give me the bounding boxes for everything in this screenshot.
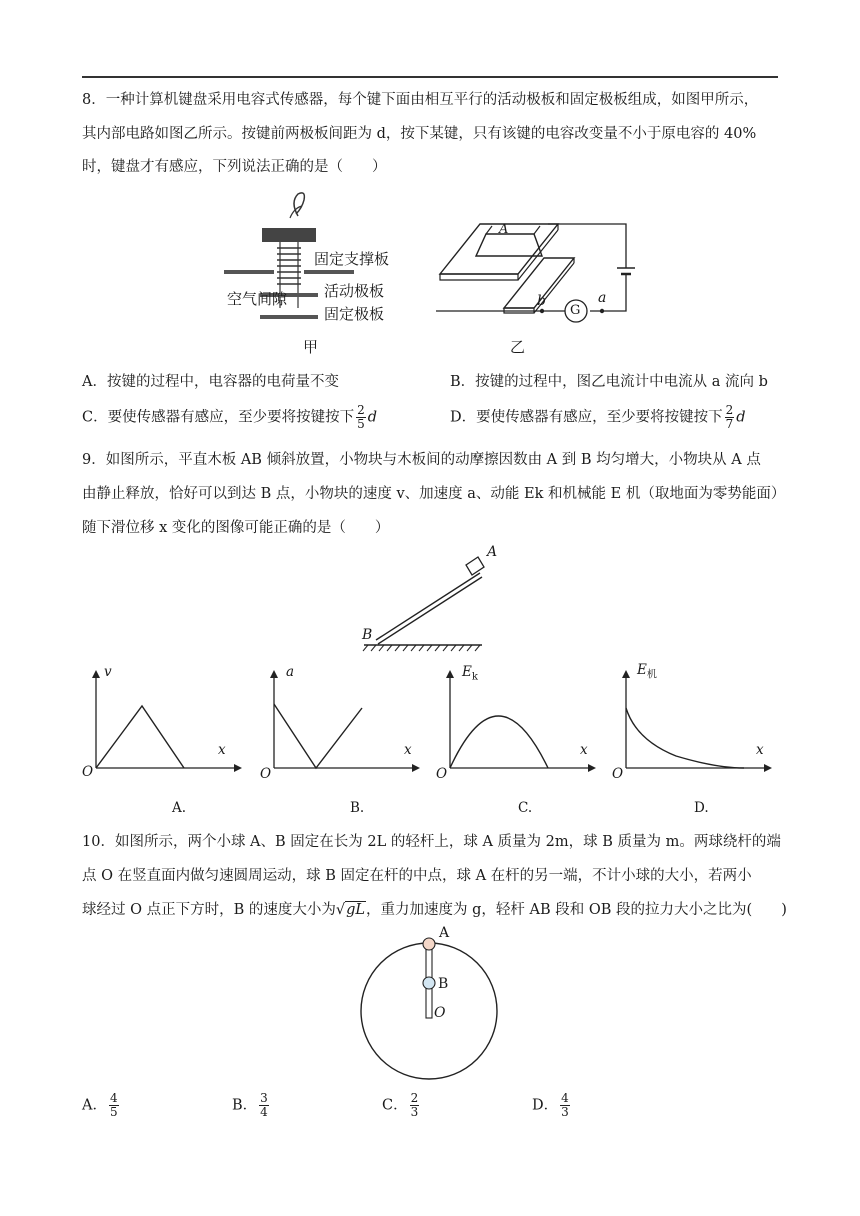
graph-b-origin: O <box>260 766 272 782</box>
graph-a-xlabel: x <box>218 742 226 758</box>
top-divider <box>82 76 778 78</box>
q10-stem-line2: 点 O 在竖直面内做匀速圆周运动，球 B 固定在杆的中点，球 A 在杆的另一端，不计小球的大小，若两小 <box>82 868 752 884</box>
galvanometer-G: G <box>570 303 581 318</box>
graph-d-ylabel: $E_机$ <box>637 662 657 681</box>
label-air-gap: 空气间隙 <box>227 290 288 308</box>
q8-option-a: A．按键的过程中，电容器的电荷量不变 <box>82 374 339 390</box>
q8-figure-yi <box>430 200 640 330</box>
graph-c-ylabel: $E_k$ <box>462 664 478 683</box>
q10-option-a: A． $\frac{4}{5}$ <box>82 1091 118 1119</box>
graph-b-ylabel: a <box>286 664 295 680</box>
rod-label-O: O <box>434 1005 446 1021</box>
graph-c-caption: C. <box>518 800 533 816</box>
graph-b-caption: B. <box>350 800 365 816</box>
label-node-b: b <box>537 293 546 309</box>
label-moving-plate: 活动极板 <box>324 282 385 300</box>
rod-label-B: B <box>438 976 449 992</box>
incline-label-B: B <box>362 627 373 643</box>
caption-jia: 甲 <box>303 338 319 356</box>
graph-c-origin: O <box>436 766 448 782</box>
q10-stem-line3: 球经过 O 点正下方时，B 的速度大小为√gL，重力加速度为 g，轻杆 AB 段和 OB 段的拉力大小之比为( ) <box>82 902 787 918</box>
caption-yi: 乙 <box>510 338 526 356</box>
graph-d-caption: D. <box>694 800 709 816</box>
graph-c-kinetic-energy <box>440 668 600 778</box>
graph-c-xlabel: x <box>580 742 588 758</box>
graph-b-acceleration <box>264 668 424 778</box>
graph-d-origin: O <box>612 766 624 782</box>
q9-stem-line1: 9．如图所示，平直木板 AB 倾斜放置，小物块与木板间的动摩擦因数由 A 到 B 均匀增大，小物块从 A 点 <box>82 452 761 468</box>
label-fixed-plate: 固定极板 <box>324 305 385 323</box>
q8-stem-line2: 其内部电路如图乙所示。按键前两极板间距为 d，按下某键，只有该键的电容改变量不小于原电容的 40% <box>82 126 757 142</box>
graph-a-velocity <box>86 668 246 778</box>
q10-stem-line1: 10．如图所示，两个小球 A、B 固定在长为 2L 的轻杆上，球 A 质量为 2m，球 B 质量为 m。两球绕杆的端 <box>82 834 781 850</box>
graph-d-xlabel: x <box>756 742 764 758</box>
q10-option-c: C． $\frac{2}{3}$ <box>382 1091 419 1119</box>
q10-option-b: B． $\frac{3}{4}$ <box>232 1091 268 1119</box>
q10-option-d: D． $\frac{4}{3}$ <box>532 1091 569 1119</box>
graph-a-caption: A. <box>172 800 187 816</box>
label-fixed-support-plate: 固定支撑板 <box>314 250 390 268</box>
graph-d-mechanical-energy <box>616 668 776 778</box>
q9-stem-line2: 由静止释放，恰好可以到达 B 点，小物块的速度 v、加速度 a、动能 Ek 和机械能 E 机（取地面为零势能面） <box>82 486 786 502</box>
q9-incline-figure <box>360 545 490 655</box>
q9-stem-line3: 随下滑位移 x 变化的图像可能正确的是（ ） <box>82 520 390 536</box>
incline-label-A: A <box>487 544 498 560</box>
label-node-a: a <box>598 290 607 306</box>
rod-label-A: A <box>439 925 450 941</box>
q8-option-c: C．要使传感器有感应，至少要将按键按下 $\frac{2}{5}$ d <box>82 403 378 431</box>
q8-option-b: B．按键的过程中，图乙电流计中电流从 a 流向 b <box>450 374 768 390</box>
q8-stem-line1: 8．一种计算机键盘采用电容式传感器，每个键下面由相互平行的活动极板和固定极板组成，如图甲所示， <box>82 92 759 108</box>
q10-circle-figure <box>358 934 502 1084</box>
q8-stem-line3: 时，键盘才有感应，下列说法正确的是（ ） <box>82 159 387 175</box>
graph-a-ylabel: v <box>104 664 112 680</box>
label-key-A: A <box>499 222 509 237</box>
graph-b-xlabel: x <box>404 742 412 758</box>
q8-option-d: D．要使传感器有感应，至少要将按键按下 $\frac{2}{7}$ d <box>450 403 746 431</box>
graph-a-origin: O <box>82 764 94 780</box>
